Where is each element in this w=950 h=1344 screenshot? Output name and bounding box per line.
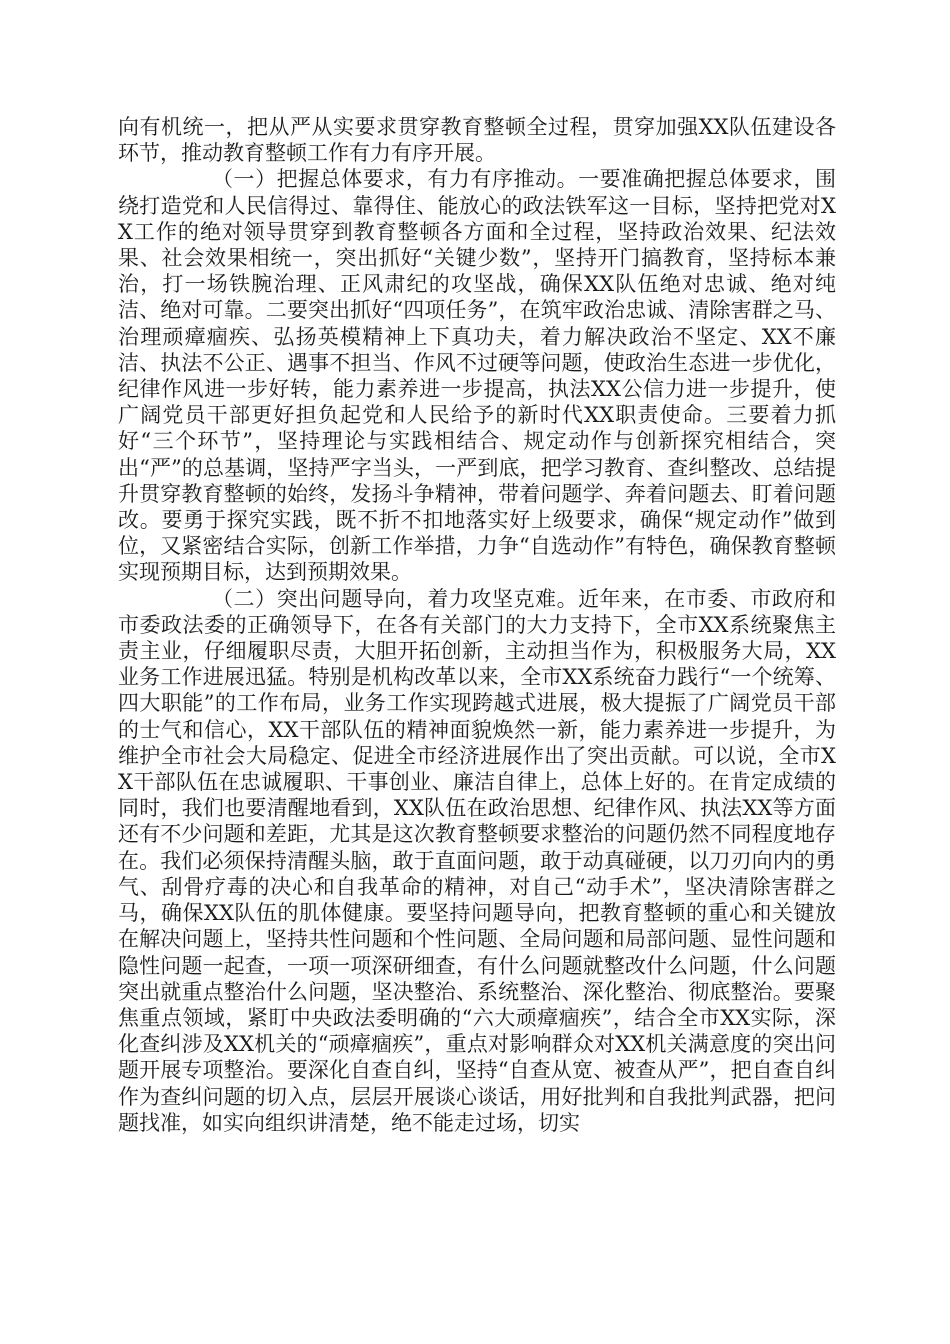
document-body bbox=[118, 114, 836, 1136]
paragraph-section-one: （一）把握总体要求，有力有序推动。一要准确把握总体要求，围绕打造党和人民信得过、靠得住、能放心的政法铁军这一目标，坚持把党对XX工作的绝对领导贯穿到教育整顿各方面和全过程，坚持政治效果、纪法效果、社会效果相统一，突出抓好“关键少数”，坚持开门搞教育，坚持标本兼治，打一场铁腕治理、正风肃纪的攻坚战，确保XX队伍绝对忠诚、绝对纯洁、绝对可靠。二要突出抓好“四项任务”，在筑牢政治忠诚、清除害群之马、治理顽瘴痼疾、弘扬英模精神上下真功夫，着力解决政治不坚定、XX不廉洁、执法不公正、遇事不担当、作风不过硬等问题，使政治生态进一步优化，纪律作风进一步好转，能力素养进一步提高，执法XX公信力进一步提升，使广阔党员干部更好担负起党和人民给予的新时代XX职责使命。三要着力抓好“三个环节”，坚持理论与实践相结合、规定动作与创新探究相结合，突出“严”的总基调，坚持严字当头，一严到底，把学习教育、查纠整改、总结提升贯穿教育整顿的始终，发扬斗争精神，带着问题学、奔着问题去、盯着问题改。要勇于探究实践，既不折不扣地落实好上级要求，确保“规定动作”做到位，又紧密结合实际，创新工作举措，力争“自选动作”有特色，确保教育整顿实现预期目标，达到预期效果。 bbox=[118, 167, 836, 585]
paragraph-section-two: （二）突出问题导向，着力攻坚克难。近年来，在市委、市政府和市委政法委的正确领导下，在各有关部门的大力支持下，全市XX系统聚焦主责主业，仔细履职尽责，大胆开拓创新，主动担当作为，积极服务大局，XX业务工作进展迅猛。特别是机构改革以来，全市XX系统奋力践行“一个统筹、四大职能”的工作布局，业务工作实现跨越式进展，极大提振了广阔党员干部的士气和信心，XX干部队伍的精神面貌焕然一新，能力素养进一步提升，为维护全市社会大局稳定、促进全市经济进展作出了突出贡献。可以说，全市XX干部队伍在忠诚履职、干事创业、廉洁自律上，总体上好的。在肯定成绩的同时，我们也要清醒地看到，XX队伍在政治思想、纪律作风、执法XX等方面还有不少问题和差距，尤其是这次教育整顿要求整治的问题仍然不同程度地存在。我们必须保持清醒头脑，敢于直面问题，敢于动真碰硬，以刀刃向内的勇气、刮骨疗毒的决心和自我革命的精神，对自己“动手术”，坚决清除害群之马，确保XX队伍的肌体健康。要坚持问题导向，把教育整顿的重心和关键放在解决问题上，坚持共性问题和个性问题、全局问题和局部问题、显性问题和隐性问题一起查，一项一项深研细查，有什么问题就整改什么问题，什么问题突出就重点整治什么问题，坚决整治、系统整治、深化整治、彻底整治。要聚焦重点领域，紧盯中央政法委明确的“六大顽瘴痼疾”，结合全市XX实际，深化查纠涉及XX机关的“顽瘴痼疾”，重点对影响群众对XX机关满意度的突出问题开展专项整治。要深化自查自纠，坚持“自查从宽、被查从严”，把自查自纠作为查纠问题的切入点，层层开展谈心谈话，用好批判和自我批判武器，把问题找准，如实向组织讲清楚，绝不能走过场，切实 bbox=[118, 586, 837, 1135]
paragraph-continuation: 向有机统一，把从严从实要求贯穿教育整顿全过程，贯穿加强XX队伍建设各环节，推动教育整顿工作有力有序开展。 bbox=[118, 115, 836, 166]
